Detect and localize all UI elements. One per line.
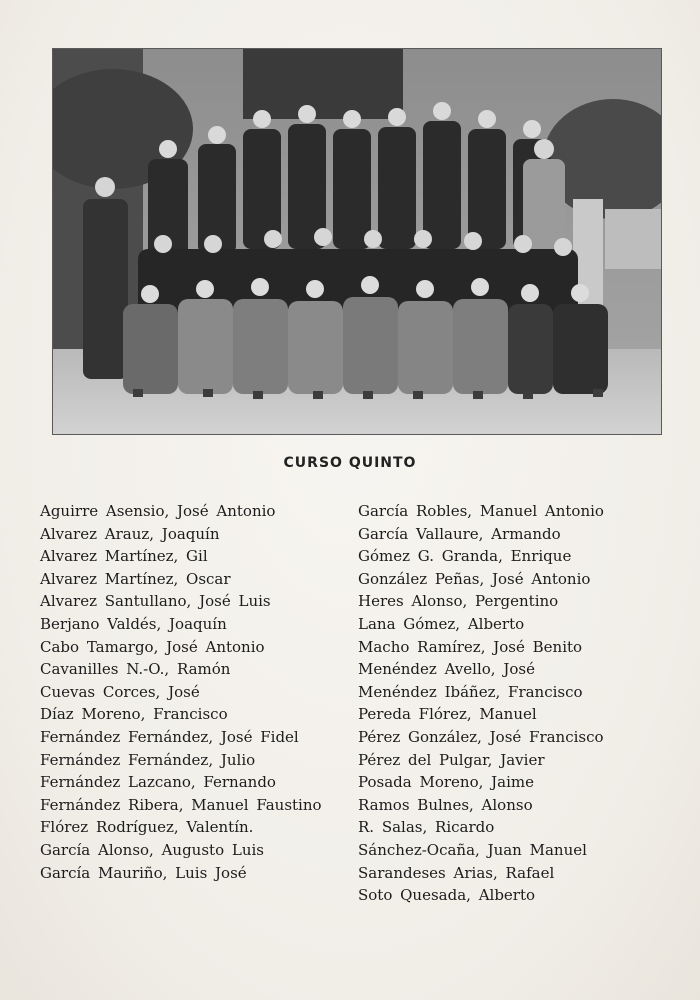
list-item: Fernández Fernández, José Fidel	[40, 727, 299, 746]
list-item: R. Salas, Ricardo	[358, 818, 495, 837]
list-item: García Robles, Manuel Antonio	[358, 502, 604, 520]
list-item: Fernández Ribera, Manuel Faustino	[40, 795, 322, 814]
list-item: Fernández Lazcano, Fernando	[40, 773, 276, 792]
section-heading: CURSO QUINTO	[283, 455, 417, 471]
class-group-photo	[52, 48, 662, 435]
list-item: Lana Gómez, Alberto	[358, 614, 525, 633]
list-item: García Mauriño, Luis José	[40, 863, 247, 882]
list-item: Cuevas Corces, José	[40, 682, 200, 701]
list-item: Alvarez Arauz, Joaquín	[40, 524, 220, 543]
list-item: Flórez Rodríguez, Valentín.	[40, 818, 254, 837]
list-item: Díaz Moreno, Francisco	[40, 705, 228, 724]
list-item: Sarandeses Arias, Rafael	[358, 863, 555, 882]
name-list-left	[40, 500, 322, 884]
list-item: Aguirre Asensio, José Antonio	[40, 502, 276, 520]
list-item: Berjano Valdés, Joaquín	[40, 614, 227, 633]
list-item: Macho Ramírez, José Benito	[358, 637, 583, 656]
list-item: Pérez González, José Francisco	[358, 727, 604, 746]
name-list-right	[358, 500, 604, 907]
list-item: Heres Alonso, Pergentino	[358, 592, 559, 611]
list-item: Soto Quesada, Alberto	[358, 886, 536, 905]
list-item: Cabo Tamargo, José Antonio	[40, 637, 265, 656]
list-item: Pereda Flórez, Manuel	[358, 705, 537, 724]
list-item: Posada Moreno, Jaime	[358, 773, 534, 792]
list-item: Fernández Fernández, Julio	[40, 750, 256, 769]
list-item: Pérez del Pulgar, Javier	[358, 750, 545, 769]
list-item: Ramos Bulnes, Alonso	[358, 795, 533, 814]
list-item: Menéndez Avello, José	[358, 660, 535, 679]
list-item: García Vallaure, Armando	[358, 524, 561, 543]
list-item: Alvarez Martínez, Oscar	[40, 569, 231, 588]
list-item: Cavanilles N.-O., Ramón	[40, 660, 231, 679]
list-item: Menéndez Ibáñez, Francisco	[358, 682, 583, 701]
list-item: González Peñas, José Antonio	[358, 569, 591, 588]
list-item: García Alonso, Augusto Luis	[40, 840, 264, 859]
list-item: Sánchez-Ocaña, Juan Manuel	[358, 840, 587, 859]
list-item: Alvarez Martínez, Gil	[40, 547, 208, 566]
list-item: Alvarez Santullano, José Luis	[40, 592, 271, 611]
list-item: Gómez G. Granda, Enrique	[358, 547, 572, 566]
